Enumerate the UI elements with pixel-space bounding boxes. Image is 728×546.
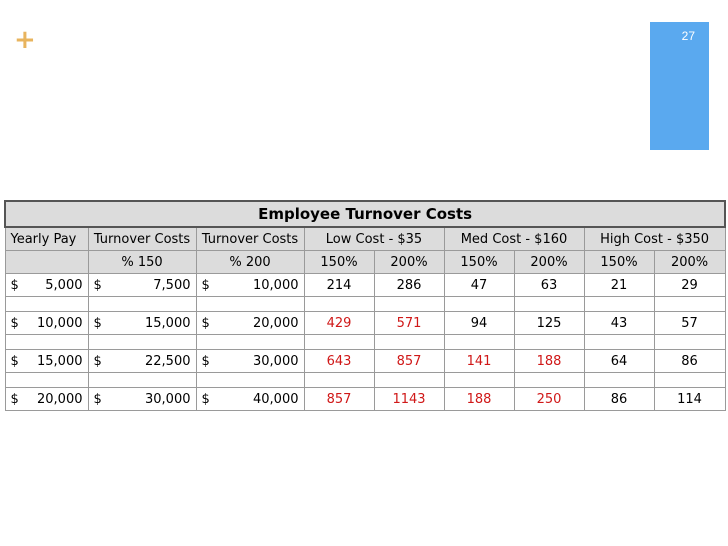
cell-med-150: 141 [444, 350, 514, 373]
cell-high-150: 43 [584, 312, 654, 335]
header-high-cost: High Cost - $350 [584, 227, 725, 251]
cell-turnover-150: $ 7,500 [88, 274, 196, 297]
header-med-cost: Med Cost - $160 [444, 227, 584, 251]
header-turnover-costs-200: Turnover Costs [196, 227, 304, 251]
cell-med-150: 47 [444, 274, 514, 297]
cell-low-200: 857 [374, 350, 444, 373]
header-turnover-costs-150: Turnover Costs [88, 227, 196, 251]
header-low-150: 150% [304, 251, 374, 274]
page-number-tab [650, 22, 709, 150]
header-high-150: 150% [584, 251, 654, 274]
cell-high-200: 114 [654, 388, 725, 411]
table-row [5, 312, 725, 335]
cell-turnover-150: $ 22,500 [88, 350, 196, 373]
cell-low-150: 429 [304, 312, 374, 335]
cell-med-150: 94 [444, 312, 514, 335]
cell-turnover-200: $ 30,000 [196, 350, 304, 373]
table-row [5, 388, 725, 411]
header-yearly-pay: Yearly Pay [5, 227, 88, 251]
cell-turnover-200: $ 20,000 [196, 312, 304, 335]
cell-high-200: 86 [654, 350, 725, 373]
cell-high-150: 86 [584, 388, 654, 411]
header-low-200: 200% [374, 251, 444, 274]
page-number: 27 [681, 29, 695, 43]
cell-turnover-150: $ 15,000 [88, 312, 196, 335]
turnover-costs-table [4, 200, 726, 411]
header-med-200: 200% [514, 251, 584, 274]
cell-turnover-200: $ 10,000 [196, 274, 304, 297]
cell-low-200: 571 [374, 312, 444, 335]
cell-low-150: 643 [304, 350, 374, 373]
header-sub-150: % 150 [88, 251, 196, 274]
cell-turnover-150: $ 30,000 [88, 388, 196, 411]
cell-turnover-200: $ 40,000 [196, 388, 304, 411]
cell-high-150: 21 [584, 274, 654, 297]
cell-med-150: 188 [444, 388, 514, 411]
cell-pay: $ 15,000 [5, 350, 88, 373]
cell-low-200: 286 [374, 274, 444, 297]
header-med-150: 150% [444, 251, 514, 274]
cell-low-200: 1143 [374, 388, 444, 411]
header-low-cost: Low Cost - $35 [304, 227, 444, 251]
cell-pay: $ 10,000 [5, 312, 88, 335]
cell-med-200: 250 [514, 388, 584, 411]
table-title: Employee Turnover Costs [5, 201, 725, 227]
table-row [5, 274, 725, 297]
header-empty [5, 251, 88, 274]
header-sub-200: % 200 [196, 251, 304, 274]
cell-low-150: 857 [304, 388, 374, 411]
table-row [5, 350, 725, 373]
cell-low-150: 214 [304, 274, 374, 297]
cell-pay: $ 20,000 [5, 388, 88, 411]
cell-high-200: 29 [654, 274, 725, 297]
plus-icon: + [14, 25, 36, 55]
header-high-200: 200% [654, 251, 725, 274]
cell-high-150: 64 [584, 350, 654, 373]
cell-med-200: 188 [514, 350, 584, 373]
cell-pay: $ 5,000 [5, 274, 88, 297]
cell-med-200: 125 [514, 312, 584, 335]
cell-med-200: 63 [514, 274, 584, 297]
cell-high-200: 57 [654, 312, 725, 335]
